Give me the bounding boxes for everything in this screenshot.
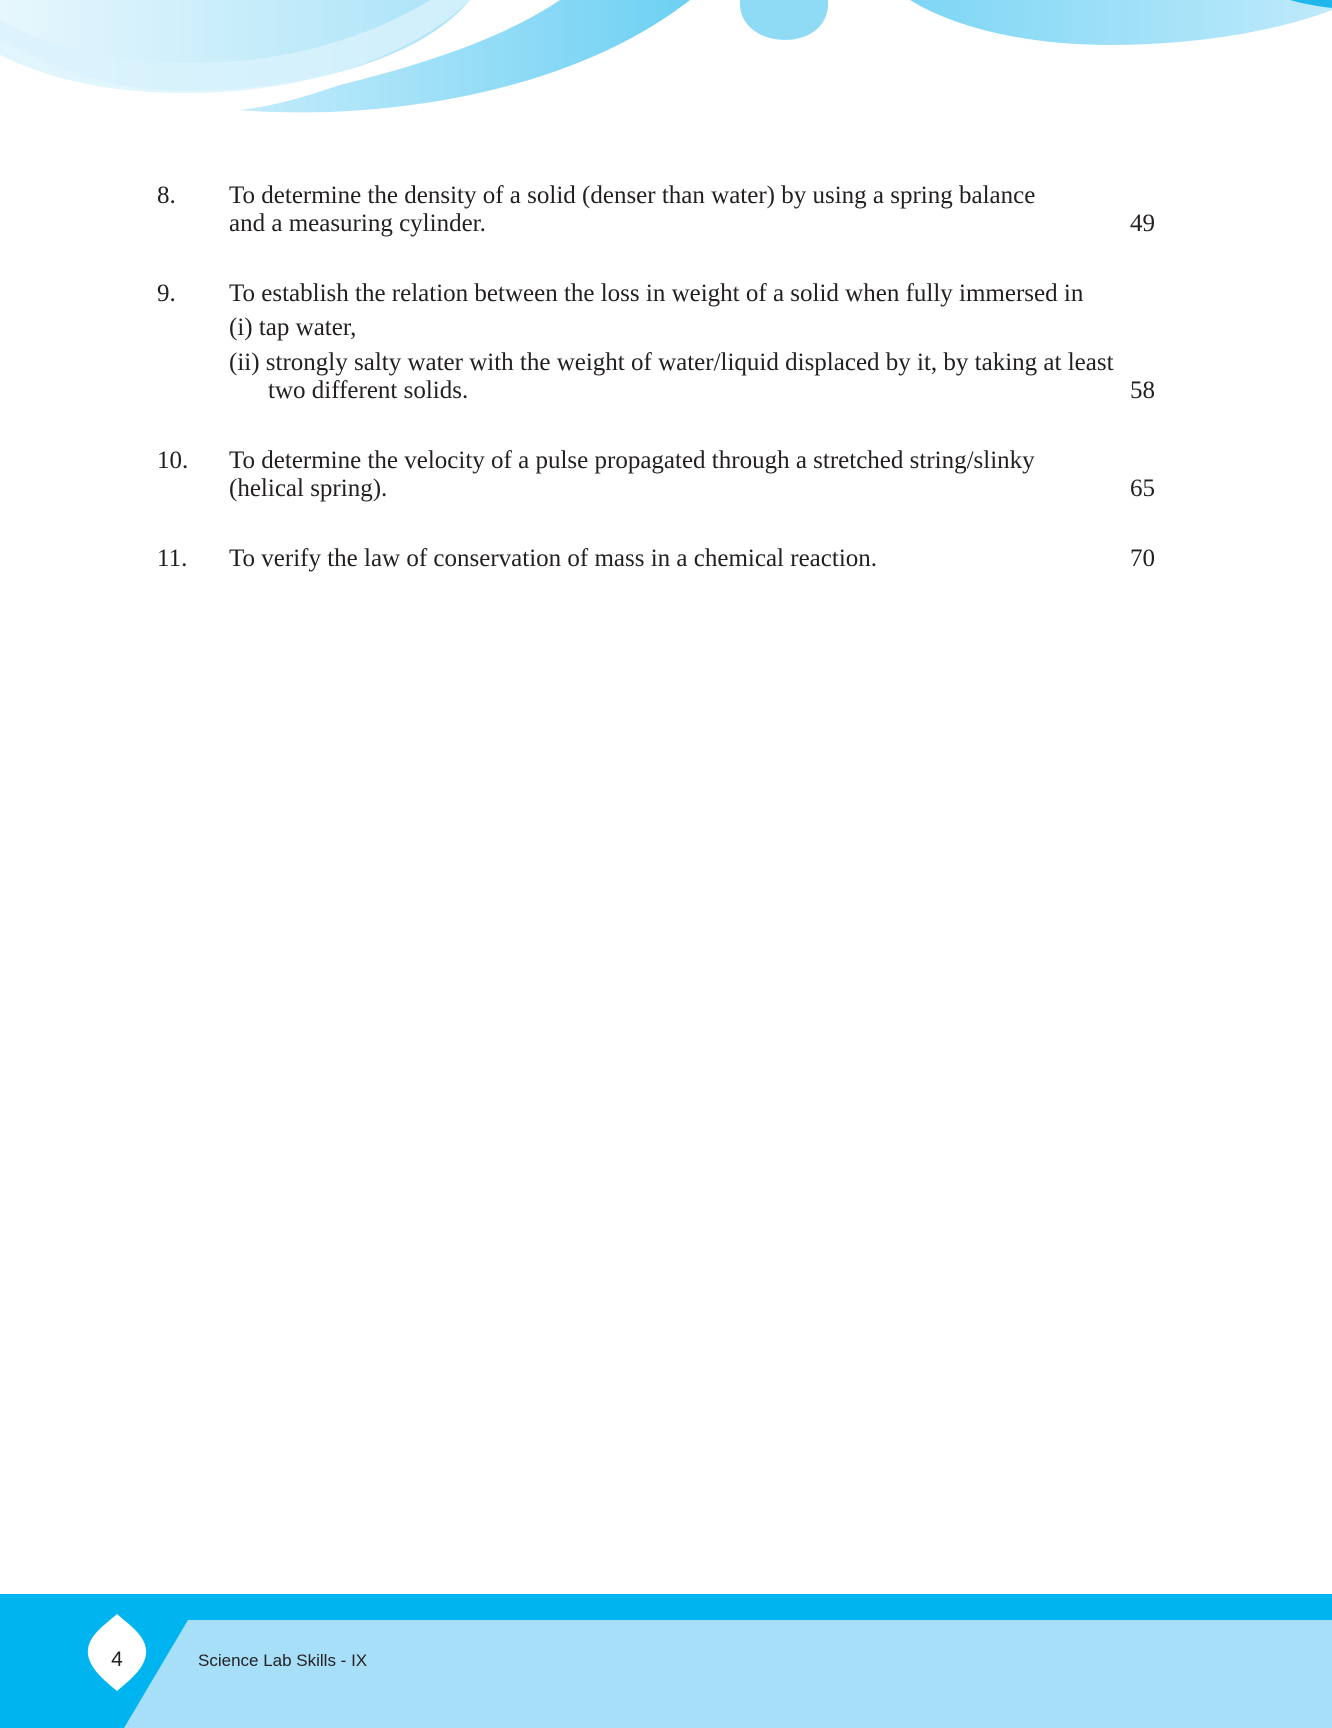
toc-entry-text: To determine the velocity of a pulse propagated through a stretched string/slinky: [229, 447, 1035, 474]
page-footer: [0, 1594, 1332, 1728]
toc-entry-text: two different solids.: [268, 377, 469, 404]
page-number: 4: [111, 1648, 123, 1671]
toc-subitem: (i) tap water,: [229, 314, 357, 341]
toc-entry-text: To determine the density of a solid (denser than water) by using a spring balance: [229, 182, 1036, 209]
toc-entry-page: 49: [1130, 210, 1155, 237]
toc-entry-number: 11.: [157, 545, 188, 572]
toc-entry-text: To verify the law of conservation of mass in a chemical reaction.: [229, 545, 878, 572]
toc-entry-text: To establish the relation between the loss in weight of a solid when fully immersed in: [229, 280, 1084, 307]
book-title: Science Lab Skills - IX: [198, 1651, 368, 1670]
toc-entry-number: 9.: [157, 280, 176, 307]
toc-entry-page: 58: [1130, 377, 1155, 404]
toc-entry-page: 65: [1130, 475, 1155, 502]
toc-entry-number: 8.: [157, 182, 176, 209]
toc-entry-number: 10.: [157, 447, 189, 474]
header-wave-decoration: [0, 0, 1332, 130]
toc-subitem: (ii) strongly salty water with the weight of water/liquid displaced by it, by taking at least: [229, 349, 1114, 376]
toc-entry-text: (helical spring).: [229, 475, 388, 502]
toc-entry-text: and a measuring cylinder.: [229, 210, 486, 237]
toc-entry-page: 70: [1130, 545, 1155, 572]
